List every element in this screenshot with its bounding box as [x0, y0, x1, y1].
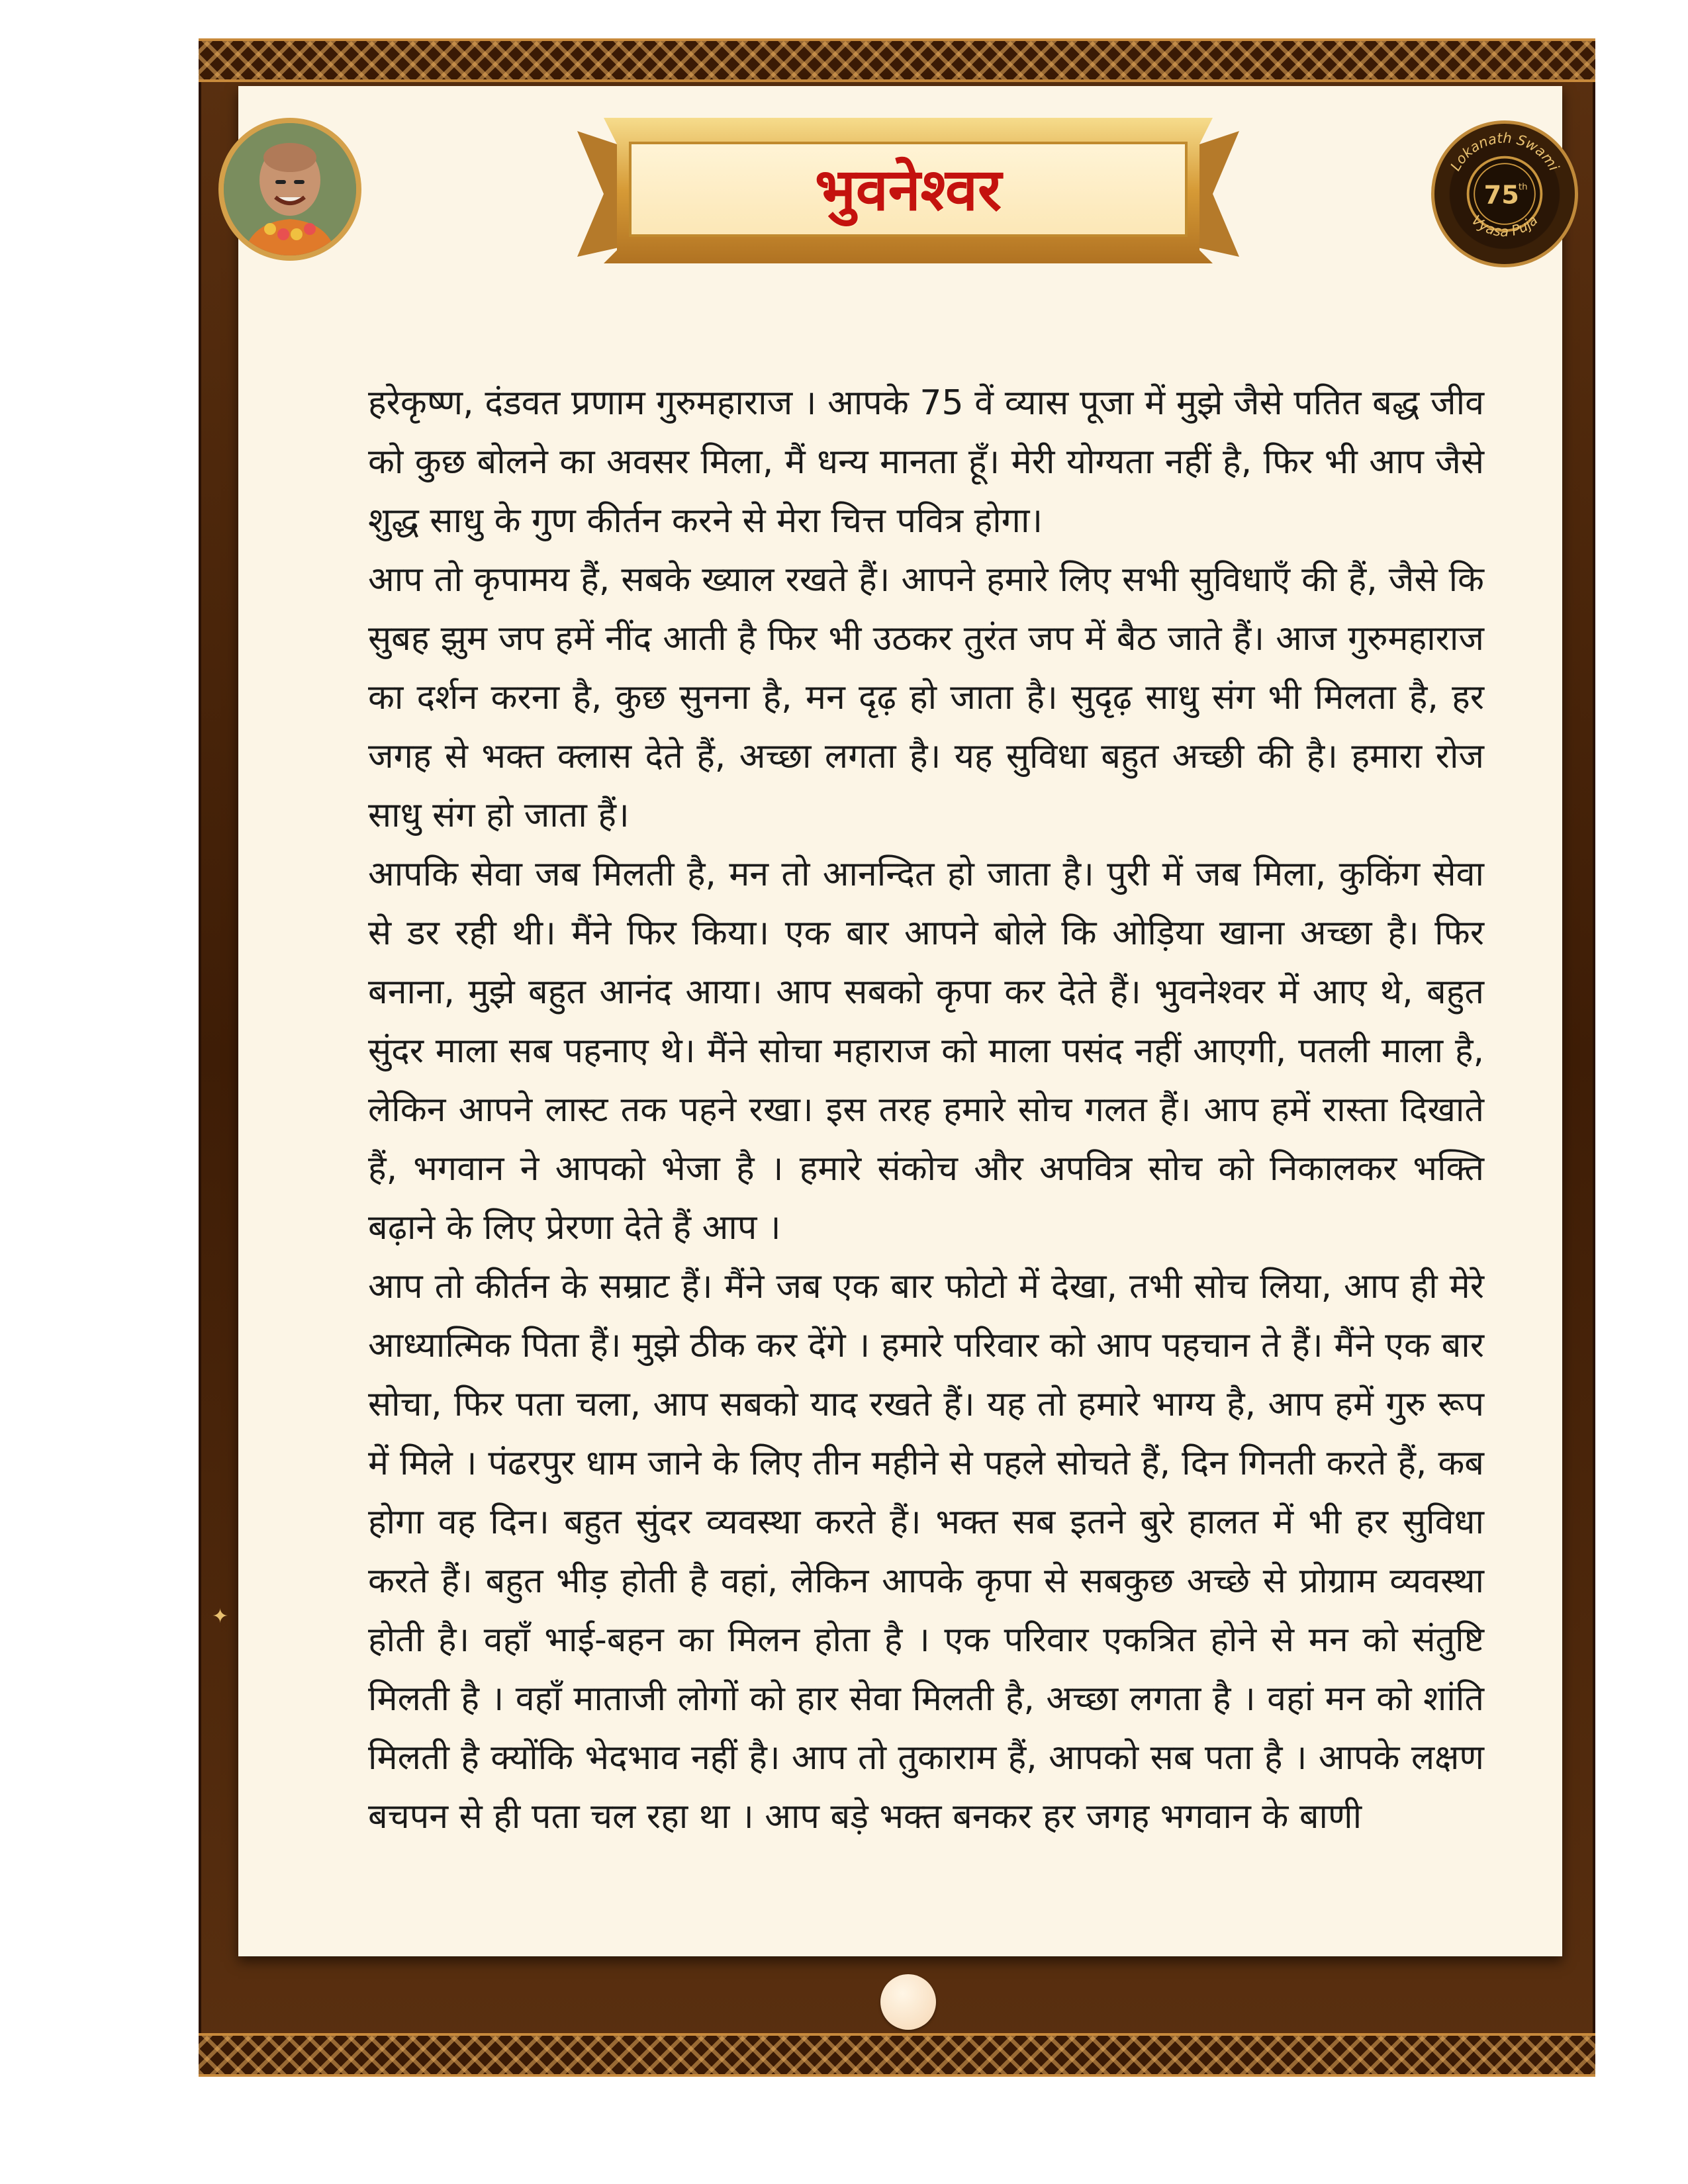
badge-bottom-text: Vyasa Puja: [1468, 212, 1541, 240]
paragraph: आप तो कृपामय हैं, सबके ख्याल रखते हैं। आपने हमारे लिए सभी सुविधाएँ की हैं, जैसे कि सुबह झुम जप हमें नींद आती है फिर भी उठकर तुरंत जप में बैठ जाते हैं। आज गुरुमहाराज का दर्शन करना है, कुछ सुनना है, मन दृढ़ हो जाता है। सुदृढ़ साधु संग भी मिलता है, हर जगह से भक्त क्लास देते हैं, अच्छा लगता है। यह सुविधा बहुत अच्छी की है। हमारा रोज साधु संग हो जाता हैं।: [368, 560, 1484, 835]
page-dot-icon: [880, 1974, 936, 2030]
letter-body: [368, 374, 1484, 1846]
top-ornament-border: [199, 38, 1595, 82]
portrait-avatar: [218, 118, 361, 261]
badge-suffix: th: [1518, 182, 1528, 193]
page-title: भुवनेश्वर: [815, 156, 1002, 224]
bottom-ornament-border: [199, 2033, 1595, 2077]
sparkle-icon: ✦: [212, 1605, 229, 1628]
paragraph: हरेकृष्ण, दंडवत प्रणाम गुरुमहाराज । आपके 75 वें व्यास पूजा में मुझे जैसे पतित बद्ध जीव को कुछ बोलने का अवसर मिला, मैं धन्य मानता हूँ। मेरी योग्यता नहीं है, फिर भी आप जैसे शुद्ध साधु के गुण कीर्तन करने से मेरा चित्त पवित्र होगा।: [368, 383, 1484, 541]
badge-top-text: Lokanath Swami: [1447, 130, 1562, 174]
badge-number: 75: [1483, 181, 1519, 210]
vyasa-puja-badge: [1431, 120, 1578, 267]
paragraph: आपकि सेवा जब मिलती है, मन तो आनन्दित हो जाता है। पुरी में जब मिला, कुकिंग सेवा से डर रही थी। मैंने फिर किया। एक बार आपने बोले कि ओड़िया खाना अच्छा है। फिर बनाना, मुझे बहुत आनंद आया। आप सबको कृपा कर देते हैं। भुवनेश्वर में आए थे, बहुत सुंदर माला सब पहनाए थे। मैंने सोचा महाराज को माला पसंद नहीं आएगी, पतली माला है, लेकिन आपने लास्ट तक पहने रखा। इस तरह हमारे सोच गलत हैं। आप हमें रास्ता दिखाते हैं, भगवान ने आपको भेजा है । हमारे संकोच और अपवित्र सोच को निकालकर भक्ति बढ़ाने के लिए प्रेरणा देते हैं आप ।: [368, 854, 1484, 1248]
vyasa-puja-75-badge-icon: [1434, 124, 1575, 264]
guru-portrait-icon: [224, 123, 356, 255]
paragraph: आप तो कीर्तन के सम्राट हैं। मैंने जब एक बार फोटो में देखा, तभी सोच लिया, आप ही मेरे आध्यात्मिक पिता हैं। मुझे ठीक कर देंगे । हमारे परिवार को आप पहचान ते हैं। मैंने एक बार सोचा, फिर पता चला, आप सबको याद रखते हैं। यह तो हमारे भाग्य है, आप हमें गुरु रूप में मिले । पंढरपुर धाम जाने के लिए तीन महीने से पहले सोचते हैं, दिन गिनती करते हैं, कब होगा वह दिन। बहुत सुंदर व्यवस्था करते हैं। भक्त सब इतने बुरे हालत में भी हर सुविधा करते हैं। बहुत भीड़ होती है वहां, लेकिन आपके कृपा से सबकुछ अच्छे से प्रोग्राम व्यवस्था होती है। वहाँ भाई-बहन का मिलन होता है । एक परिवार एकत्रित होने से मन को संतुष्टि मिलती है । वहाँ माताजी लोगों को हार सेवा मिलती है, अच्छा लगता है । वहां मन को शांति मिलती है क्योंकि भेदभाव नहीं है। आप तो तुकाराम हैं, आपको सब पता है । आपके लक्षण बचपन से ही पता चल रहा था । आप बड़े भक्त बनकर हर जगह भगवान के बाणी: [368, 1267, 1484, 1837]
